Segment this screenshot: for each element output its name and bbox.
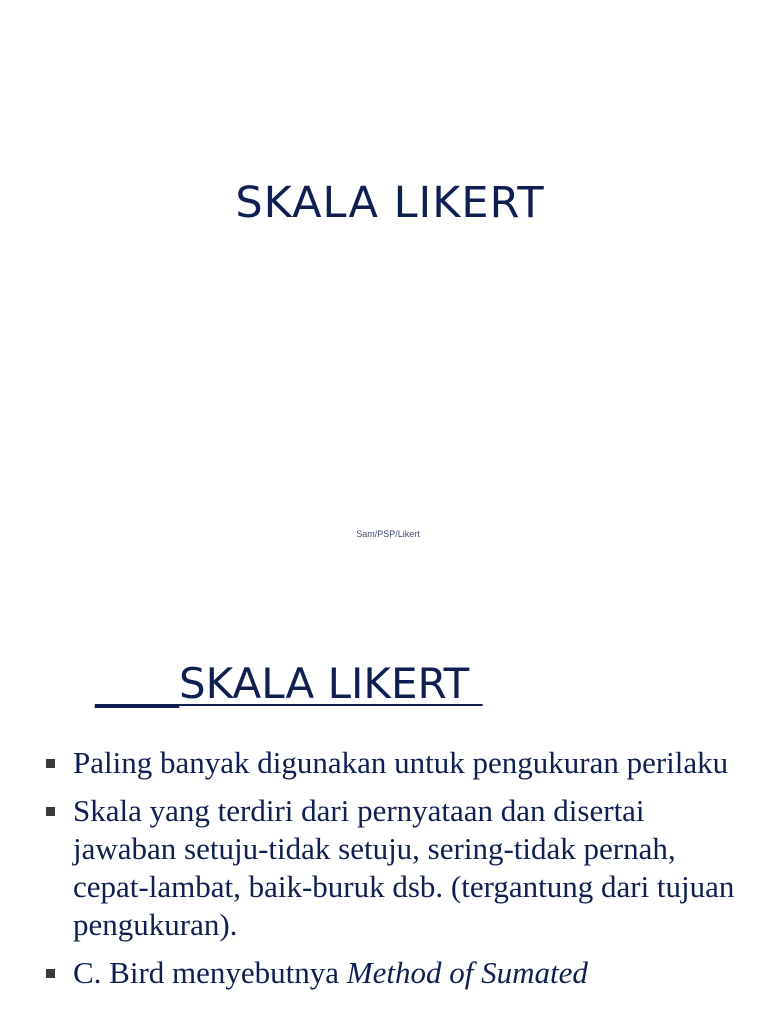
slide-2 [0, 576, 768, 1024]
bullet-text: Skala yang terdiri dari pernyataan dan disertai jawaban setuju-tidak setuju, sering-tidak pernah, [73, 793, 676, 866]
bullet-item [44, 792, 744, 944]
slide-footer: Sam/PSP/Likert [356, 529, 420, 539]
square-bullet-icon [46, 807, 55, 816]
square-bullet-icon [46, 969, 55, 978]
bullet-list [44, 744, 744, 1002]
square-bullet-icon [46, 759, 55, 768]
slide-title: SKALA LIKERT [235, 178, 545, 228]
slide-title: ____SKALA LIKERT [95, 659, 483, 708]
bullet-italic-text: Method of Sumated [346, 955, 588, 990]
bullet-text: C. Bird menyebutnya [73, 955, 347, 990]
bullet-item [44, 744, 744, 782]
bullet-item [44, 954, 744, 992]
bullet-text: Paling banyak digunakan untuk pengukuran perilaku [73, 745, 729, 780]
bullet-overflow-text: cepat-lambat, baik-buruk dsb. (tergantung dari tujuan pengukuran). [73, 869, 735, 942]
